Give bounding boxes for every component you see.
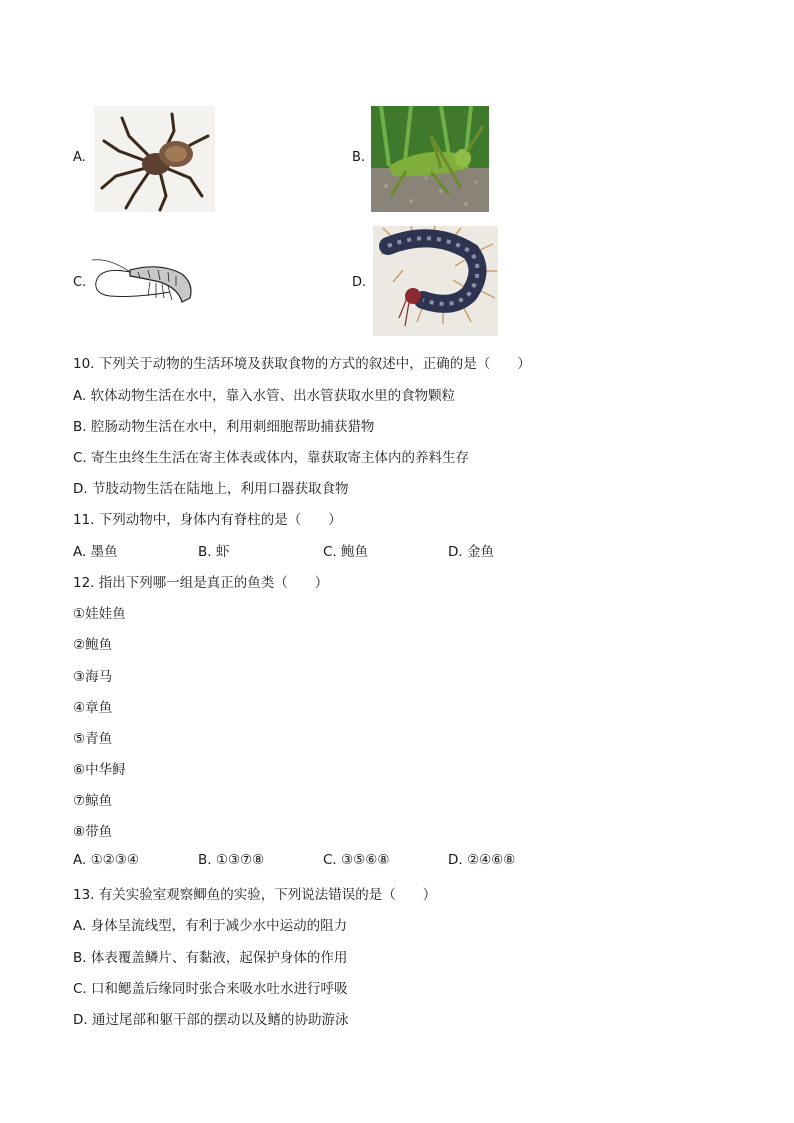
option-c-label: C.	[73, 275, 87, 290]
question-12-item: ⑤青鱼	[73, 731, 113, 747]
centipede-icon	[373, 226, 498, 336]
question-13-stem: 13. 有关实验室观察鲫鱼的实验，下列说法错误的是（ ）	[73, 887, 437, 903]
question-12-item: ⑧带鱼	[73, 824, 113, 840]
question-12-item: ①娃娃鱼	[73, 606, 126, 622]
question-13-option-a: A. 身体呈流线型，有利于减少水中运动的阻力	[73, 918, 348, 934]
question-12-option-a: A. ①②③④	[73, 852, 139, 868]
spider-icon	[94, 106, 215, 212]
question-10-stem: 10. 下列关于动物的生活环境及获取食物的方式的叙述中，正确的是（ ）	[73, 356, 531, 372]
shrimp-icon	[90, 252, 202, 314]
question-12-item: ⑥中华鲟	[73, 762, 126, 778]
question-12-option-d: D. ②④⑥⑧	[448, 852, 516, 868]
question-12-option-c: C. ③⑤⑥⑧	[323, 852, 390, 868]
question-12-options	[73, 852, 693, 868]
question-10-option-b: B. 腔肠动物生活在水中，利用刺细胞帮助捕获猎物	[73, 419, 375, 435]
option-a-label: A.	[73, 150, 86, 165]
question-10-option-a: A. 软体动物生活在水中，靠入水管、出水管获取水里的食物颗粒	[73, 388, 456, 404]
question-12-item: ⑦鲸鱼	[73, 793, 113, 809]
question-12-item: ④章鱼	[73, 700, 113, 716]
question-13-option-c: C. 口和鳃盖后缘同时张合来吸水吐水进行呼吸	[73, 981, 348, 997]
question-11-option-d: D. 金鱼	[448, 544, 494, 560]
question-13-option-d: D. 通过尾部和躯干部的摆动以及鳍的协助游泳	[73, 1012, 349, 1028]
question-13-option-b: B. 体表覆盖鳞片、有黏液，起保护身体的作用	[73, 950, 348, 966]
question-10-option-d: D. 节肢动物生活在陆地上，利用口器获取食物	[73, 481, 349, 497]
question-11-option-a: A. 墨鱼	[73, 544, 118, 560]
question-12-item: ②鲍鱼	[73, 637, 113, 653]
question-11-options	[73, 540, 693, 560]
grasshopper-icon	[371, 106, 489, 212]
question-11-option-b: B. 虾	[198, 544, 230, 560]
question-12-option-b: B. ①③⑦⑧	[198, 852, 265, 868]
question-12-item: ③海马	[73, 669, 113, 685]
question-11-option-c: C. 鲍鱼	[323, 544, 369, 560]
option-d-label: D.	[352, 275, 367, 290]
question-11-stem: 11. 下列动物中，身体内有脊柱的是（ ）	[73, 512, 342, 528]
option-b-label: B.	[352, 150, 366, 165]
question-12-stem: 12. 指出下列哪一组是真正的鱼类（ ）	[73, 575, 329, 591]
question-10-option-c: C. 寄生虫终生生活在寄主体表或体内，靠获取寄主体内的养料生存	[73, 450, 470, 466]
